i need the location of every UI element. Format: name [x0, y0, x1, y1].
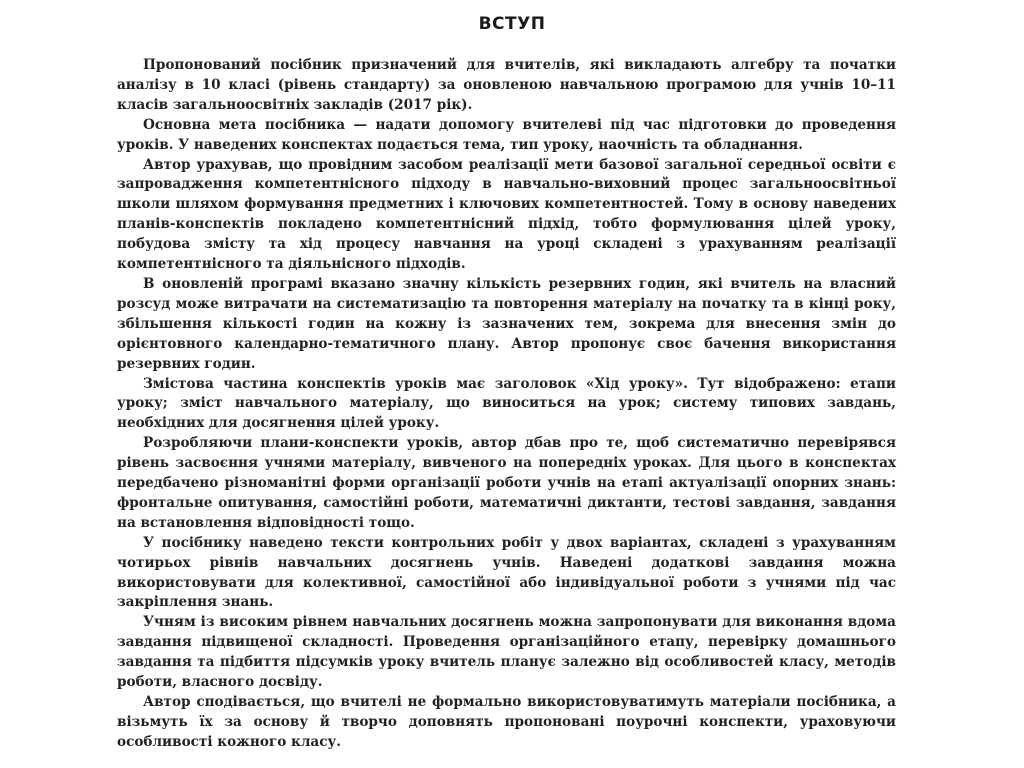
paragraph: У посібнику наведено тексти контрольних робіт у двох варіантах, складені з урахуванням чотирьох рівнів навчальних досягнень учнів. Наведені додаткові завдання можна використовувати для колективної, самостійної або індивідуальної роботи з учнями під час закріплення знань. — [117, 534, 896, 611]
paragraph: Автор сподівається, що вчителі не формально використовуватимуть матеріали посібника, а візьмуть їх за основу й творчо доповнять пропоновані поурочні конспекти, ураховуючи особливості кожного класу. — [117, 694, 896, 750]
paragraph: Пропонований посібник призначений для вчителів, які викладають алгебру та початки аналізу в 10 класі (рівень стандарту) за оновленою навчальною програмою для учнів 10–11 класів загальноосвітніх закладів (2017 рік). — [117, 57, 896, 113]
paragraph: Учням із високим рівнем навчальних досягнень можна запропонувати для виконання вдома завдання підвищеної складності. Проведення організаційного етапу, перевірку домашнього завдання та підбиття підсумків уроку вчитель планує залежно від особливостей класу, методів роботи, власного досвіду. — [117, 614, 896, 691]
paragraph: В оновленій програмі вказано значну кількість резервних годин, які вчитель на власний розсуд може витрачати на систематизацію та повторення матеріалу на початку та в кінці року, збільшення кількості годин на кожну із зазначених тем, зокрема для внесення змін до орієнтовного календарно-тематичного плану. Автор пропонує своє бачення використання резервних годин. — [117, 275, 896, 372]
paragraph: Змістова частина конспектів уроків має заголовок «Хід уроку». Тут відображено: етапи уроку; зміст навчального матеріалу, що виноситься на урок; систему типових завдань, необхідних для досягнення цілей уроку. — [117, 375, 896, 432]
paragraph: Основна мета посібника — надати допомогу вчителеві під час підготовки до проведення уроків. У наведених конспектах подається тема, тип уроку, наочність та обладнання. — [117, 116, 896, 153]
paragraph: Розробляючи плани-конспекти уроків, автор дбав про те, щоб систематично перевірявся рівень засвоєння учнями матеріалу, вивченого на попередніх уроках. Для цього в конспектах передбачено різноманітні форми організації роботи учнів на етапі актуалізації опорних знань: фронтальне опитування, самостійні роботи, математичні диктанти, тестові завдання, завдання на встановлення відповідності тощо. — [117, 435, 896, 531]
page-title: ВСТУП — [478, 14, 546, 34]
document-body — [117, 56, 896, 753]
paragraph: Автор урахував, що провідним засобом реалізації мети базової загальної середньої освіти є запровадження компетентнісного підходу в навчально-виховний процес загальноосвітньої школи шляхом формування предметних і ключових компетентностей. Тому в основу наведених планів-конспектів покладено компетентнісний підхід, тобто формулювання цілей уроку, побудова змісту та хід процесу навчання на уроці складені з урахуванням реалізації компетентнісного та діяльнісного підходів. — [117, 156, 896, 273]
